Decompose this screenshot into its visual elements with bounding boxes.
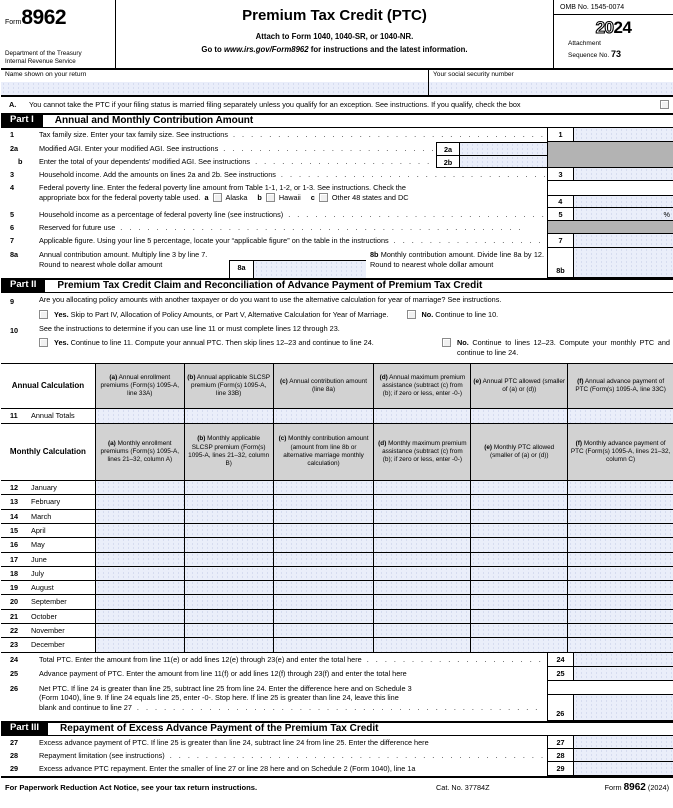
name-label: Name shown on your return	[5, 71, 87, 78]
month-input-f[interactable]	[567, 595, 673, 609]
line-8a-number: 8a	[10, 249, 19, 259]
line-10	[1, 322, 673, 364]
month-input-a[interactable]	[95, 624, 184, 638]
line-2b-shaded	[547, 155, 573, 168]
line-25	[1, 667, 673, 681]
tax-year: 2024	[595, 18, 632, 38]
month-row-december	[1, 638, 673, 652]
month-row-january	[1, 481, 673, 495]
attach-instruction: Attach to Form 1040, 1040-SR, or 1040-NR.	[255, 32, 414, 42]
month-input-f[interactable]	[567, 538, 673, 552]
month-label: 15 April	[1, 524, 95, 538]
line-7-box-label: 7	[547, 234, 573, 248]
month-label: 17 June	[1, 553, 95, 567]
line-2a	[1, 142, 673, 155]
line-1-text: Tax family size. Enter your tax family size. See instructions	[39, 129, 228, 139]
dot-leader	[218, 144, 436, 155]
line-11-row	[1, 409, 673, 424]
month-input-a[interactable]	[95, 581, 184, 595]
month-label: 19 August	[1, 581, 95, 595]
ssn-cell	[428, 70, 673, 95]
annual-header-b: (b) Annual applicable SLCSP premium (Form(s) 1095-A, line 33B)	[184, 364, 273, 409]
month-row-september	[1, 595, 673, 609]
part2-chip: Part II	[1, 280, 45, 292]
dot-leader	[165, 751, 547, 762]
month-input-c[interactable]	[273, 481, 374, 495]
line-5-text: Household income as a percentage of federal poverty line (see instructions)	[39, 209, 284, 219]
dot-leader	[132, 703, 547, 713]
line-6-text: Reserved for future use	[39, 222, 116, 232]
line-9	[1, 293, 673, 322]
month-label: 14 March	[1, 510, 95, 524]
monthly-header-f: (f) Monthly advance payment of PTC (Form(s) 1095-A, lines 21–32, column C)	[567, 424, 673, 481]
month-input-f[interactable]	[567, 567, 673, 581]
month-input-b[interactable]	[184, 595, 273, 609]
line-6-shaded	[547, 221, 573, 234]
month-input-b[interactable]	[184, 610, 273, 624]
month-input-e[interactable]	[470, 495, 567, 509]
page-title: Premium Tax Credit (PTC)	[242, 7, 427, 24]
line-8a-input[interactable]	[253, 260, 366, 278]
line-8a-box-label: 8a	[229, 260, 253, 278]
line-10-intro: See the instructions to determine if you can use line 11 or must complete lines 12 through 23.	[39, 323, 340, 333]
irs-url-link[interactable]: www.irs.gov/Form8962	[223, 44, 309, 54]
line-3-number: 3	[10, 169, 15, 179]
line-11b-input[interactable]	[184, 409, 273, 424]
line-28-input[interactable]	[573, 749, 673, 762]
month-label: 13 February	[1, 495, 95, 509]
line-4-text: Federal poverty line. Enter the federal poverty line amount from Table 1-1, 1-2, or 1-3. See instructions. Check the appropriate box for the federal poverty table used. a Alaska b Hawaii c Other 48 states and DC	[39, 182, 409, 202]
line-7-number: 7	[10, 235, 15, 245]
month-input-d[interactable]	[373, 481, 470, 495]
line-6	[1, 221, 673, 234]
line-26	[1, 681, 673, 721]
taxpayer-row	[1, 70, 673, 97]
line-a-number: A.	[9, 100, 17, 109]
monthly-calculation-label: Monthly Calculation	[1, 424, 95, 481]
line-29-box-label: 29	[547, 762, 573, 776]
line-29	[1, 762, 673, 776]
dot-leader	[250, 157, 436, 168]
line-27	[1, 736, 673, 749]
monthly-header-e: (e) Monthly PTC allowed (smaller of (a) or (d))	[470, 424, 567, 481]
month-input-f[interactable]	[567, 495, 673, 509]
line-2b-number: b	[18, 156, 23, 166]
line-24-input[interactable]	[573, 653, 673, 667]
omb-block	[553, 0, 673, 68]
part2-title: Premium Tax Credit Claim and Reconciliation of Advance Payment of Premium Tax Credit	[57, 280, 483, 292]
month-input-d[interactable]	[373, 581, 470, 595]
name-input[interactable]	[1, 82, 428, 95]
line-a-checkbox[interactable]	[660, 100, 669, 109]
line-8a-text: Annual contribution amount. Multiply line 3 by line 7. Round to nearest whole dollar amount	[39, 249, 208, 269]
line-27-box-label: 27	[547, 736, 573, 749]
month-input-d[interactable]	[373, 610, 470, 624]
line-7	[1, 234, 673, 248]
line-5	[1, 208, 673, 221]
month-label: 23 December	[1, 638, 95, 652]
month-row-june	[1, 553, 673, 567]
month-input-e[interactable]	[470, 524, 567, 538]
line-26-input[interactable]	[573, 695, 673, 720]
month-input-e[interactable]	[470, 581, 567, 595]
month-input-c[interactable]	[273, 610, 374, 624]
part3-header	[1, 721, 673, 736]
line-27-text: Excess advance payment of PTC. If line 25 is greater than line 24, subtract line 24 from line 25. Enter the difference here	[39, 737, 429, 747]
annual-header-f: (f) Annual advance payment of PTC (Form(s) 1095-A, line 33C)	[567, 364, 673, 409]
paperwork-notice: For Paperwork Reduction Act Notice, see your tax return instructions.	[5, 782, 258, 792]
dot-leader	[228, 130, 547, 142]
month-label: 18 July	[1, 567, 95, 581]
line-24	[1, 653, 673, 667]
line-8a-field-wrap	[253, 248, 366, 278]
month-row-march	[1, 510, 673, 524]
month-input-f[interactable]	[567, 553, 673, 567]
line-2b-shaded-field	[573, 155, 673, 168]
form-id-block	[1, 0, 116, 68]
footer-form-id: Form 8962 (2024)	[604, 781, 669, 793]
month-input-d[interactable]	[373, 510, 470, 524]
line-28-text: Repayment limitation (see instructions)	[39, 750, 165, 760]
line-8b-input[interactable]	[573, 248, 673, 278]
month-input-c[interactable]	[273, 538, 374, 552]
month-label: 20 September	[1, 595, 95, 609]
line-a-text: You cannot take the PTC if your filing status is married filing separately unless you qualify for an exception. See instructions. If you qualify, check the box	[29, 100, 521, 109]
month-input-e[interactable]	[470, 610, 567, 624]
line-2a-shaded-field	[573, 142, 673, 155]
attachment-sequence: Attachment Sequence No. 73	[568, 40, 622, 59]
line-9-intro: Are you allocating policy amounts with another taxpayer or do you want to use the alternative calculation for year of marriage? See instructions.	[39, 294, 502, 304]
month-row-august	[1, 581, 673, 595]
month-input-e[interactable]	[470, 624, 567, 638]
line-26-box-label: 26	[556, 708, 565, 718]
month-input-d[interactable]	[373, 638, 470, 652]
month-input-f[interactable]	[567, 638, 673, 652]
line-29-number: 29	[10, 763, 19, 773]
line-8b-box-label: 8b	[547, 248, 573, 278]
line-11-label: 11 Annual Totals	[1, 409, 95, 424]
month-label: 21 October	[1, 610, 95, 624]
monthly-header-b: (b) Monthly applicable SLCSP premium (Form(s) 1095-A, lines 21–32, column B)	[184, 424, 273, 481]
line-4-number: 4	[10, 182, 15, 192]
line-a	[1, 97, 673, 113]
annual-header-e: (e) Annual PTC allowed (smaller of (a) or (d))	[470, 364, 567, 409]
month-input-e[interactable]	[470, 510, 567, 524]
line-2a-input[interactable]	[460, 142, 547, 155]
monthly-header-c: (c) Monthly contribution amount (amount from line 8b or alternative marriage monthly calculation)	[273, 424, 374, 481]
month-input-e[interactable]	[470, 481, 567, 495]
annual-calculation-label: Annual Calculation	[1, 364, 95, 409]
line-11e-input[interactable]	[470, 409, 567, 424]
month-input-b[interactable]	[184, 567, 273, 581]
line-1-box-label: 1	[547, 128, 573, 142]
percent-suffix: %	[663, 209, 670, 219]
line-10-yes-text: Yes. Continue to line 11. Compute your annual PTC. Then skip lines 12–23 and continue to line 24.	[54, 338, 374, 348]
month-input-e[interactable]	[470, 538, 567, 552]
line-1	[1, 128, 673, 142]
month-input-b[interactable]	[184, 638, 273, 652]
month-input-b[interactable]	[184, 553, 273, 567]
monthly-header-row	[1, 424, 673, 481]
goto-instruction: Go to www.irs.gov/Form8962 for instructions and the latest information.	[201, 44, 468, 54]
dot-leader	[389, 236, 547, 248]
month-input-a[interactable]	[95, 495, 184, 509]
month-input-f[interactable]	[567, 610, 673, 624]
part1-title: Annual and Monthly Contribution Amount	[54, 115, 254, 127]
month-row-february	[1, 495, 673, 509]
month-input-a[interactable]	[95, 638, 184, 652]
line-9-no-checkbox[interactable]	[407, 310, 416, 319]
month-input-b[interactable]	[184, 581, 273, 595]
line-10-number: 10	[10, 325, 19, 335]
line-29-text: Excess advance PTC repayment. Enter the smaller of line 27 or line 28 here and on Schedule 2 (Form 1040), line 1a	[39, 763, 416, 773]
month-input-a[interactable]	[95, 567, 184, 581]
annual-header-d: (d) Annual maximum premium assistance (subtract (c) from (b); if zero or less, enter -0-)	[373, 364, 470, 409]
month-input-a[interactable]	[95, 553, 184, 567]
month-input-b[interactable]	[184, 495, 273, 509]
line-6-number: 6	[10, 222, 15, 232]
line-10-yes-checkbox[interactable]	[39, 338, 48, 347]
month-input-c[interactable]	[273, 510, 374, 524]
line-24-text: Total PTC. Enter the amount from line 11(e) or add lines 12(e) through 23(e) and enter the total here	[39, 654, 362, 664]
month-input-f[interactable]	[567, 510, 673, 524]
line-1-number: 1	[10, 129, 15, 139]
line-28-number: 28	[10, 750, 19, 760]
line-2a-text: Modified AGI. Enter your modified AGI. See instructions	[39, 143, 219, 153]
dept-line1: Department of the Treasury	[5, 50, 82, 58]
line-25-box-label: 25	[547, 667, 573, 681]
month-input-e[interactable]	[470, 595, 567, 609]
monthly-rows	[1, 481, 673, 653]
form-header	[1, 0, 673, 70]
part3-title: Repayment of Excess Advance Payment of the Premium Tax Credit	[60, 722, 379, 734]
month-label: 22 November	[1, 624, 95, 638]
dot-leader	[362, 655, 547, 667]
month-input-d[interactable]	[373, 624, 470, 638]
line-7-input[interactable]	[573, 234, 673, 248]
line-27-number: 27	[10, 737, 19, 747]
dept-line2: Internal Revenue Service	[5, 58, 76, 66]
line-6-shaded-field	[573, 221, 673, 234]
calculation-table	[1, 363, 673, 653]
month-row-april	[1, 524, 673, 538]
month-input-d[interactable]	[373, 553, 470, 567]
part2-header	[1, 278, 673, 293]
agency-block	[5, 50, 113, 66]
dot-leader	[115, 223, 547, 234]
month-input-a[interactable]	[95, 524, 184, 538]
month-input-d[interactable]	[373, 538, 470, 552]
line-9-yes-checkbox[interactable]	[39, 310, 48, 319]
line-25-text: Advance payment of PTC. Enter the amount from line 11(f) or add lines 12(f) through 23(f) and enter the total here	[39, 668, 407, 678]
line-28	[1, 749, 673, 762]
line-3	[1, 168, 673, 181]
month-input-c[interactable]	[273, 495, 374, 509]
line-3-input[interactable]	[573, 168, 673, 181]
line-24-number: 24	[10, 654, 19, 664]
line-5-number: 5	[10, 209, 15, 219]
month-label: 12 January	[1, 481, 95, 495]
other-48-states-checkbox[interactable]	[319, 193, 328, 202]
month-input-e[interactable]	[470, 553, 567, 567]
line-28-box-label: 28	[547, 749, 573, 762]
month-row-july	[1, 567, 673, 581]
line-9-no-text: No. Continue to line 10.	[421, 309, 499, 319]
month-row-october	[1, 610, 673, 624]
line-7-text: Applicable figure. Using your line 5 percentage, locate your “applicable figure” on the table in the instructions	[39, 235, 389, 245]
line-9-yes-text: Yes. Skip to Part IV, Allocation of Policy Amounts, or Part V, Alternative Calculation for Year of Marriage.	[54, 309, 389, 319]
month-input-c[interactable]	[273, 624, 374, 638]
month-input-c[interactable]	[273, 638, 374, 652]
month-input-a[interactable]	[95, 481, 184, 495]
month-input-c[interactable]	[273, 553, 374, 567]
month-input-c[interactable]	[273, 581, 374, 595]
form-number: 8962	[21, 6, 67, 29]
line-10-no-checkbox[interactable]	[442, 338, 451, 347]
omb-number: OMB No. 1545-0074	[554, 0, 673, 15]
catalog-number: Cat. No. 37784Z	[436, 782, 490, 792]
month-input-c[interactable]	[273, 567, 374, 581]
month-input-d[interactable]	[373, 495, 470, 509]
line-8a-box	[229, 248, 253, 278]
line-2a-shaded	[547, 142, 573, 155]
line-9-number: 9	[10, 296, 15, 306]
hawaii-checkbox[interactable]	[266, 193, 275, 202]
annual-header-c: (c) Annual contribution amount (line 8a)	[273, 364, 374, 409]
month-input-b[interactable]	[184, 524, 273, 538]
line-4-right	[547, 181, 673, 208]
alaska-checkbox[interactable]	[213, 193, 222, 202]
month-input-d[interactable]	[373, 595, 470, 609]
line-3-text: Household income. Add the amounts on lines 2a and 2b. See instructions	[39, 169, 276, 179]
month-input-f[interactable]	[567, 481, 673, 495]
part1-chip: Part I	[1, 115, 43, 127]
line-11d-input[interactable]	[373, 409, 470, 424]
line-25-input[interactable]	[573, 667, 673, 681]
part3-chip: Part III	[1, 723, 48, 735]
month-input-a[interactable]	[95, 510, 184, 524]
month-input-b[interactable]	[184, 481, 273, 495]
line-8	[1, 248, 673, 278]
line-4-box-label: 4	[558, 197, 563, 206]
line-2b-text: Enter the total of your dependents’ modified AGI. See instructions	[39, 156, 251, 166]
line-8b-text: 8b Monthly contribution amount. Divide line 8a by 12. Round to nearest whole dollar amount	[370, 249, 544, 269]
month-input-d[interactable]	[373, 567, 470, 581]
month-input-a[interactable]	[95, 610, 184, 624]
line-2b-input[interactable]	[460, 155, 547, 168]
month-input-c[interactable]	[273, 595, 374, 609]
line-3-box-label: 3	[547, 168, 573, 181]
line-5-box-label: 5	[547, 208, 573, 221]
line-2a-number: 2a	[10, 143, 19, 153]
month-input-f[interactable]	[567, 624, 673, 638]
line-2a-box-label: 2a	[436, 142, 460, 155]
form-title-block	[116, 0, 553, 68]
ssn-input[interactable]	[429, 82, 673, 95]
line-29-input[interactable]	[573, 762, 673, 776]
line-2b-box-label: 2b	[436, 155, 460, 168]
line-2b	[1, 155, 673, 168]
line-11a-input[interactable]	[95, 409, 184, 424]
name-cell	[1, 70, 428, 95]
month-input-a[interactable]	[95, 595, 184, 609]
line-10-no-text: No. Continue to lines 12–23. Compute your monthly PTC and continue to line 24.	[457, 338, 670, 358]
form-word: Form	[5, 19, 22, 26]
line-26-number: 26	[10, 683, 19, 693]
part1-header	[1, 113, 673, 128]
monthly-header-a: (a) Monthly enrollment premiums (Form(s) 1095-A, lines 21–32, column A)	[95, 424, 184, 481]
line-4-input[interactable]	[573, 196, 673, 207]
month-input-c[interactable]	[273, 524, 374, 538]
month-input-f[interactable]	[567, 581, 673, 595]
annual-header-row	[1, 364, 673, 409]
month-input-f[interactable]	[567, 524, 673, 538]
month-label: 16 May	[1, 538, 95, 552]
line-4	[1, 181, 673, 208]
month-row-may	[1, 538, 673, 552]
form-footer	[1, 776, 673, 801]
line-26-text: Net PTC. If line 24 is greater than line 25, subtract line 25 from line 24. Enter the difference here and on Schedule 3 (Form 1040), line 9. If line 24 equals line 25, enter -0-. Stop here. If line 25 is greater than line 24, leave this line blank and continue to line 27 . . .	[39, 681, 547, 721]
month-input-d[interactable]	[373, 524, 470, 538]
month-row-november	[1, 624, 673, 638]
sequence-number: 73	[611, 48, 622, 59]
line-25-number: 25	[10, 668, 19, 678]
line-24-box-label: 24	[547, 653, 573, 667]
ssn-label: Your social security number	[433, 71, 514, 78]
dot-leader	[276, 170, 547, 181]
dot-leader	[283, 210, 547, 221]
line-27-input[interactable]	[573, 736, 673, 749]
line-11c-input[interactable]	[273, 409, 374, 424]
line-11f-input[interactable]	[567, 409, 673, 424]
month-input-a[interactable]	[95, 538, 184, 552]
line-1-input[interactable]	[573, 128, 673, 142]
month-input-b[interactable]	[184, 510, 273, 524]
monthly-header-d: (d) Monthly maximum premium assistance (subtract (c) from (b); if zero or less, enter -0-)	[373, 424, 470, 481]
month-input-b[interactable]	[184, 538, 273, 552]
month-input-b[interactable]	[184, 624, 273, 638]
annual-header-a: (a) Annual enrollment premiums (Form(s) 1095-A, line 33A)	[95, 364, 184, 409]
month-input-e[interactable]	[470, 638, 567, 652]
line-5-input[interactable]	[573, 208, 673, 221]
line-26-right	[547, 681, 673, 721]
month-input-e[interactable]	[470, 567, 567, 581]
